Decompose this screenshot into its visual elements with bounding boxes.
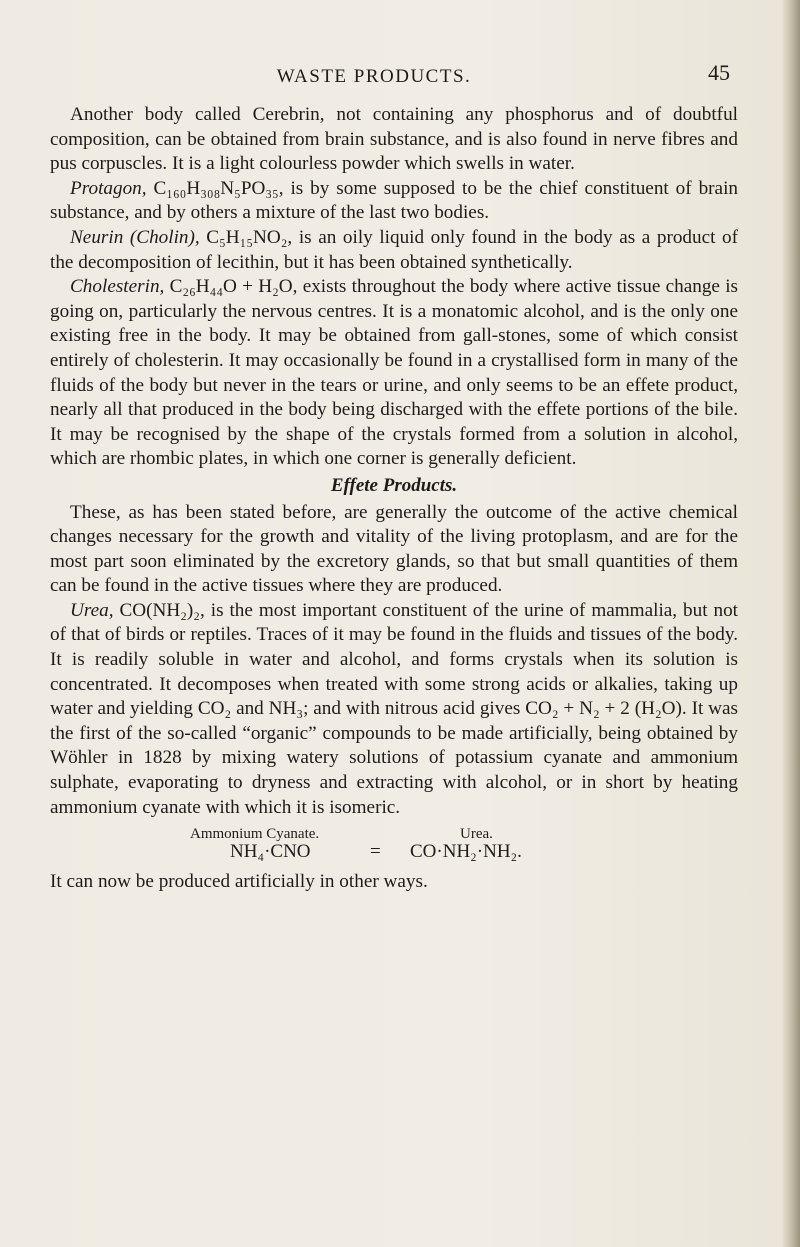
paragraph-urea — [50, 599, 738, 820]
paragraph-effete: These, as has been stated before, are generally the outcome of the active chemical changes necessary for the growth and vitality of the living protoplasm, and are for the most part soon eliminated by the excretory glands, so that but small quantities of them can be found in the active tissues where they are produced. — [50, 501, 738, 597]
paragraph-neurin — [50, 226, 738, 275]
formula-co2: CO₂ — [197, 698, 232, 720]
paragraph-cholesterin — [50, 275, 738, 472]
cyanate-urea-equation — [50, 822, 738, 866]
equation-left-label: Ammonium Cyanate. — [190, 826, 320, 843]
equation-equals: = — [370, 841, 381, 863]
term-cholesterin: Cholesterin, — [70, 276, 165, 298]
formula-neurin: C₅H₁₅NO₂, — [206, 226, 293, 248]
body-text — [50, 103, 738, 895]
running-title: WASTE PRODUCTS. — [276, 66, 472, 87]
paragraph-cerebrin: Another body called Cerebrin, not containing any phosphorus and of doubtful composition, can be obtained from brain substance, and is also found in nerve fibres and pus corpuscles. It is a light colourless powder which swells in water. — [50, 104, 738, 175]
formula-nh3: NH₃ — [268, 698, 304, 720]
urea-text-b: ; and with nitrous acid gives — [303, 698, 521, 720]
urea-text-c: It was the first of the so-called “organic” compounds to be made artificially, being obtained by Wöhler in 1828 by mixing watery solutions of potassium cyanate and ammonium sulphate, evaporating to dryness and extracting with alcohol, or in short by heating ammonium cyanate with which it is isomeric. — [50, 698, 739, 818]
paragraph-protagon — [50, 177, 738, 226]
urea-text-and: and — [236, 698, 264, 720]
cholesterin-text: exists throughout the body where active tissue change is going on, particularly the nervous centres. It is a monatomic alcohol, and is the only one existing free in the body. It may be obtained from gall-stones, some of which consist entirely of cholesterin. It may occasionally be found in a crystallised form in many of the fluids of the body but never in the tears or urine, and only seems to be an effete product, nearly all that produced in the body being discharged with the effete portions of the bile. It may be recognised by the shape of the crystals formed from a solution in alcohol, which are rhombic plates, in which one corner is generally deficient. — [50, 276, 739, 470]
formula-nitrous-products: CO₂ + N₂ + 2 (H₂O). — [525, 698, 687, 720]
page-edge — [782, 0, 800, 1247]
equation-left-formula: NH₄·CNO — [230, 841, 311, 863]
term-urea: Urea, — [70, 599, 114, 621]
equation-right-formula: CO·NH₂·NH₂. — [410, 841, 522, 863]
running-head — [0, 60, 800, 90]
neurin-text: is an oily liquid only found in the body as a product of the decomposition of lecithin, but it has been obtained synthetically. — [50, 226, 739, 273]
formula-cholesterin: C₂₆H₄₄O + H₂O, — [169, 276, 298, 298]
term-protagon: Protagon, — [70, 177, 147, 199]
term-neurin: Neurin (Cholin), — [70, 226, 200, 248]
paragraph-final: It can now be produced artificially in other ways. — [50, 871, 428, 893]
formula-urea: CO(NH₂)₂, — [119, 599, 205, 621]
equation-right-label: Urea. — [460, 826, 493, 843]
page-number: 45 — [708, 60, 730, 85]
urea-text-a: is the most important constituent of the urine of mammalia, but not of that of birds or reptiles. Traces of it may be found in the fluids and tissues of the body. It is readily soluble in water and alcohol, and forms crystals when its solution is concentrated. It decomposes when treated with some strong acids or alkalies, taking up water and yielding — [50, 599, 739, 720]
formula-protagon: C₁₆₀H₃₀₈N₅PO₃₅, — [153, 177, 284, 199]
section-heading: Effete Products. — [330, 474, 458, 496]
protagon-text: is by some supposed to be the chief constituent of brain substance, and by others a mixture of the last two bodies. — [50, 177, 738, 224]
